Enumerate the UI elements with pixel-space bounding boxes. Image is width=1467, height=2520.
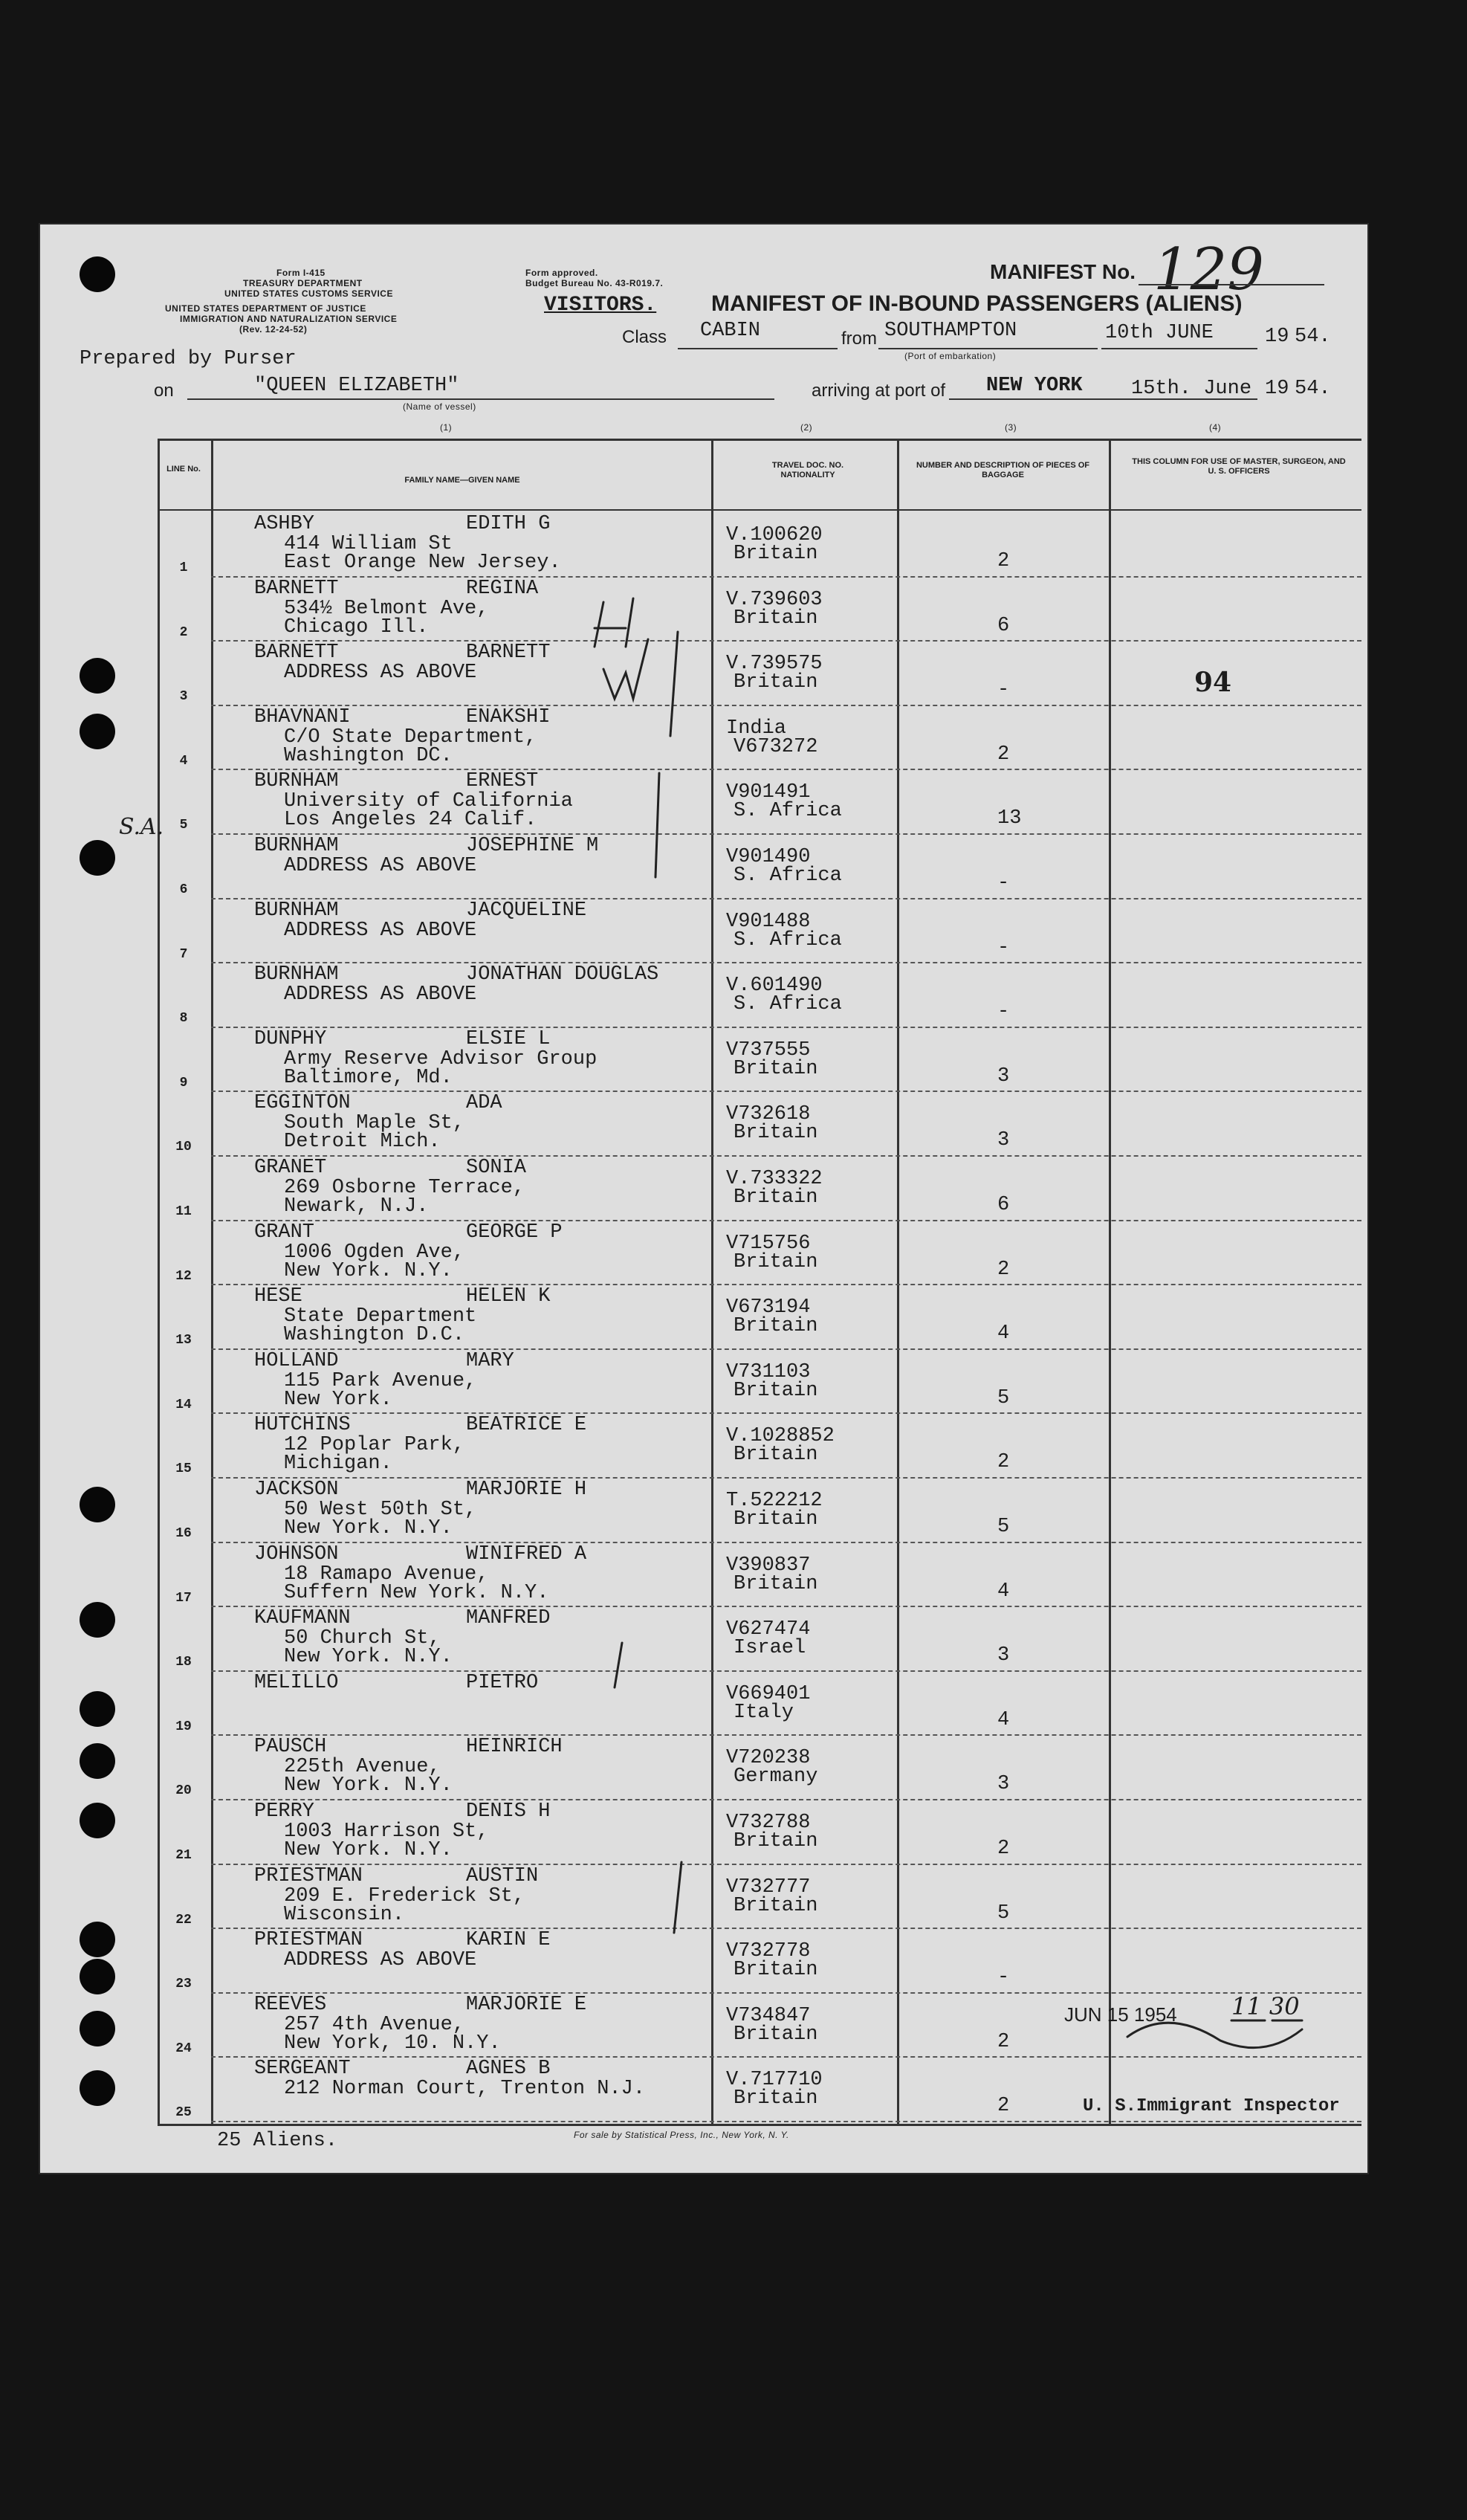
travel-doc-number: V734847 [726, 2004, 811, 2027]
line-number: 18 [175, 1655, 192, 1670]
family-name: BURNHAM [254, 899, 339, 922]
travel-doc-number: V901490 [726, 846, 811, 868]
given-name: BEATRICE E [466, 1414, 587, 1437]
family-name: BURNHAM [254, 770, 339, 793]
baggage-count: 3 [997, 1644, 1010, 1667]
address-line-1: 414 William St [284, 533, 453, 555]
given-name: ADA [466, 1092, 502, 1115]
travel-doc-number: V.601490 [726, 975, 823, 998]
travel-doc-number: V627474 [726, 1618, 811, 1641]
manifest-title: MANIFEST OF IN-BOUND PASSENGERS (ALIENS) [711, 291, 1243, 316]
address-line-2: New York. N.Y. [284, 1517, 453, 1540]
family-name: BURNHAM [254, 835, 339, 857]
given-name: JACQUELINE [466, 899, 587, 922]
nationality: Britain [734, 1508, 818, 1531]
travel-doc-number: V732618 [726, 1103, 811, 1126]
baggage-count: 2 [997, 1258, 1010, 1281]
address-line-1: 209 E. Frederick St, [284, 1884, 525, 1907]
margin-note: S.A. [119, 814, 164, 840]
baggage-count: 3 [997, 1129, 1010, 1152]
arriving-label: arriving at port of [812, 381, 946, 401]
nationality: Italy [734, 1701, 794, 1724]
given-name: BARNETT [466, 642, 551, 665]
baggage-count: 2 [997, 1838, 1010, 1860]
address-line-1: ADDRESS AS ABOVE [284, 919, 477, 942]
nationality: Britain [734, 2087, 818, 2110]
handwritten-h-mark [595, 598, 633, 647]
travel-doc-number: V669401 [726, 1682, 811, 1705]
line-number: 2 [179, 624, 188, 640]
line-number: 22 [175, 1912, 192, 1928]
given-name: REGINA [466, 577, 539, 600]
address-line-1: 1006 Ogden Ave, [284, 1241, 465, 1264]
given-name: AGNES B [466, 2058, 551, 2081]
address-line-2: Chicago Ill. [284, 616, 429, 639]
approved-line2: Budget Bureau No. 43-R019.7. [525, 278, 664, 288]
address-line-1: 50 Church St, [284, 1627, 441, 1650]
family-name: PRIESTMAN [254, 1929, 363, 1952]
travel-doc-number: V737555 [726, 1038, 811, 1062]
arrival-date: 15th. June [1131, 378, 1252, 400]
address-line-2: Suffern New York. N.Y. [284, 1581, 549, 1604]
line-number: 19 [175, 1719, 192, 1734]
nationality: Britain [734, 2023, 818, 2046]
address-line-2: Baltimore, Md. [284, 1066, 453, 1089]
address-line-1: Army Reserve Advisor Group [284, 1047, 598, 1070]
dept-treasury: TREASURY DEPARTMENT [243, 278, 363, 288]
address-line-2: Wisconsin. [284, 1903, 405, 1926]
on-label: on [154, 381, 174, 401]
dept-customs: UNITED STATES CUSTOMS SERVICE [224, 288, 393, 299]
baggage-count: 6 [997, 1194, 1010, 1216]
address-line-1: 212 Norman Court, Trenton N.J. [284, 2078, 646, 2101]
family-name: REEVES [254, 1993, 327, 2016]
family-name: KAUFMANN [254, 1607, 351, 1630]
dept-justice: UNITED STATES DEPARTMENT OF JUSTICE [165, 303, 366, 314]
address-line-2: New York. N.Y. [284, 1259, 453, 1282]
nationality: S. Africa [734, 865, 842, 887]
col-number-1: (1) [440, 422, 453, 433]
inspection-time: 11 30 [1231, 1992, 1300, 2020]
address-line-2: New York, 10. N.Y. [284, 2032, 501, 2055]
address-line-1: 257 4th Avenue, [284, 2013, 465, 2036]
baggage-count: 4 [997, 1580, 1010, 1603]
line-number: 13 [175, 1333, 192, 1348]
class-value: CABIN [700, 320, 761, 342]
family-name: GRANET [254, 1157, 327, 1179]
address-line-2: Newark, N.J. [284, 1195, 429, 1218]
given-name: ELSIE L [466, 1027, 551, 1050]
nationality: Britain [734, 1572, 818, 1595]
family-name: PAUSCH [254, 1736, 327, 1759]
given-name: MARJORIE E [466, 1993, 587, 2016]
handwritten-slash [670, 632, 678, 736]
line-number: 3 [179, 689, 188, 705]
from-label: from [841, 329, 877, 349]
travel-doc-number: V.733322 [726, 1168, 823, 1190]
travel-doc-number: V720238 [726, 1747, 811, 1770]
form-revision: (Rev. 12-24-52) [239, 324, 308, 335]
address-line-2: New York. N.Y. [284, 1646, 453, 1669]
handwritten-bracket-line [674, 1862, 681, 1933]
nationality: Britain [734, 1894, 818, 1917]
line-number: 7 [179, 946, 188, 962]
printer-note: For sale by Statistical Press, Inc., New York, N. Y. [574, 2130, 789, 2140]
address-line-1: State Department [284, 1305, 477, 1328]
line-number: 14 [175, 1397, 192, 1412]
col-header-baggage: NUMBER AND DESCRIPTION OF PIECES OF BAGGAGE [916, 461, 1090, 479]
nationality: Britain [734, 1186, 818, 1209]
family-name: BURNHAM [254, 963, 339, 986]
col-header-name: FAMILY NAME—GIVEN NAME [404, 476, 520, 485]
address-line-1: 115 Park Avenue, [284, 1369, 477, 1392]
class-label: Class [622, 327, 667, 347]
line-number: 11 [175, 1204, 192, 1219]
line-number: 4 [179, 753, 188, 769]
line-number: 6 [179, 882, 188, 897]
baggage-count: 2 [997, 2095, 1010, 2118]
given-name: MARY [466, 1349, 514, 1372]
address-line-1: University of California [284, 790, 573, 813]
line-number: 20 [175, 1783, 192, 1799]
line-number: 17 [175, 1590, 192, 1606]
depart-year: 54. [1295, 326, 1331, 348]
vessel-caption: (Name of vessel) [403, 401, 476, 412]
given-name: JOSEPHINE M [466, 835, 599, 857]
nationality: Britain [734, 543, 818, 565]
line-number: 8 [179, 1011, 188, 1027]
family-name: HUTCHINS [254, 1414, 351, 1437]
given-name: HEINRICH [466, 1736, 563, 1759]
travel-doc-number: V901491 [726, 781, 811, 804]
baggage-count: - [997, 1966, 1010, 1989]
address-line-1: ADDRESS AS ABOVE [284, 1949, 477, 1972]
travel-doc-number: V.100620 [726, 524, 823, 546]
family-name: JOHNSON [254, 1542, 339, 1566]
inspection-stamp-date: JUN 15 1954 [1064, 2003, 1177, 2026]
address-line-2: New York. N.Y. [284, 1774, 453, 1797]
address-line-2: Washington D.C. [284, 1324, 465, 1347]
address-line-1: ADDRESS AS ABOVE [284, 662, 477, 685]
line-number: 16 [175, 1526, 192, 1541]
baggage-count: - [997, 936, 1010, 959]
address-line-2: Washington DC. [284, 744, 453, 767]
col-number-4: (4) [1209, 422, 1222, 433]
manifest-page [39, 223, 1369, 2174]
address-line-1: 50 West 50th St, [284, 1499, 477, 1521]
given-name: ERNEST [466, 770, 539, 793]
given-name: WINIFRED A [466, 1542, 587, 1566]
travel-doc-number: V673194 [726, 1296, 811, 1319]
family-name: EGGINTON [254, 1092, 351, 1115]
baggage-count: 2 [997, 743, 1010, 766]
baggage-count: - [997, 872, 1010, 894]
inspector-signature [1127, 2023, 1302, 2047]
given-name: SONIA [466, 1157, 527, 1179]
given-name: ENAKSHI [466, 705, 551, 728]
baggage-count: 3 [997, 1773, 1010, 1796]
total-aliens: 25 Aliens. [217, 2130, 338, 2152]
travel-doc-number: V.739603 [726, 588, 823, 611]
col-number-3: (3) [1005, 422, 1017, 433]
family-name: DUNPHY [254, 1027, 327, 1050]
family-name: BARNETT [254, 577, 339, 600]
officer-count: 94 [1194, 667, 1232, 698]
address-line-1: 269 Osborne Terrace, [284, 1177, 525, 1199]
baggage-count: 5 [997, 1516, 1010, 1538]
baggage-count: 5 [997, 1386, 1010, 1409]
address-line-1: 534½ Belmont Ave, [284, 597, 489, 620]
given-name: GEORGE P [466, 1221, 563, 1244]
given-name: DENIS H [466, 1800, 551, 1823]
baggage-count: 4 [997, 1708, 1010, 1731]
given-name: MARJORIE H [466, 1479, 587, 1501]
address-line-2: Los Angeles 24 Calif. [284, 809, 537, 832]
handwritten-bracket-line [655, 773, 659, 877]
travel-doc-number: V731103 [726, 1360, 811, 1383]
baggage-count: 5 [997, 1902, 1010, 1925]
line-number: 23 [175, 1977, 192, 1992]
col-header-officers: THIS COLUMN FOR USE OF MASTER, SURGEON, AND U. S. OFFICERS [1132, 457, 1346, 476]
given-name: KARIN E [466, 1929, 551, 1952]
family-name: MELILLO [254, 1671, 339, 1694]
address-line-1: 1003 Harrison St, [284, 1820, 489, 1843]
form-number: Form I-415 [276, 268, 326, 278]
family-name: JACKSON [254, 1479, 339, 1501]
arrival-port: NEW YORK [986, 375, 1083, 397]
given-name: PIETRO [466, 1671, 539, 1694]
line-number: 5 [179, 818, 188, 833]
address-line-1: ADDRESS AS ABOVE [284, 855, 477, 877]
col-header-doc: TRAVEL DOC. NO. NATIONALITY [771, 461, 844, 479]
family-name: GRANT [254, 1221, 315, 1244]
address-line-1: 225th Avenue, [284, 1756, 441, 1779]
nationality: Germany [734, 1765, 818, 1789]
travel-doc-number: V715756 [726, 1232, 811, 1255]
nationality: Britain [734, 1250, 818, 1273]
nationality: Britain [734, 1057, 818, 1080]
line-number: 21 [175, 1848, 192, 1863]
family-name: SERGEANT [254, 2058, 351, 2081]
baggage-count: 4 [997, 1322, 1010, 1345]
travel-doc-number: T.522212 [726, 1490, 823, 1512]
nationality: Britain [734, 671, 818, 694]
line-number: 24 [175, 2041, 192, 2056]
address-line-2: Detroit Mich. [284, 1131, 441, 1154]
port-caption: (Port of embarkation) [904, 351, 997, 361]
baggage-count: - [997, 679, 1010, 702]
baggage-count: 2 [997, 1451, 1010, 1474]
given-name: JONATHAN DOUGLAS [466, 963, 659, 986]
travel-doc-number: V901488 [726, 910, 811, 933]
handwritten-marks [39, 223, 1369, 2174]
dept-ins: IMMIGRATION AND NATURALIZATION SERVICE [180, 314, 398, 324]
manifest-label: MANIFEST No. [990, 260, 1136, 283]
nationality: Israel [734, 1637, 806, 1660]
line-number: 9 [179, 1075, 188, 1091]
address-line-1: 18 Ramapo Avenue, [284, 1563, 489, 1586]
baggage-count: 2 [997, 2030, 1010, 2053]
nationality: Britain [734, 1444, 818, 1467]
line-number: 12 [175, 1268, 192, 1284]
travel-doc-number: V732788 [726, 1812, 811, 1834]
vessel-name: "QUEEN ELIZABETH" [254, 375, 459, 397]
given-name: AUSTIN [466, 1864, 539, 1887]
address-line-1: South Maple St, [284, 1112, 465, 1135]
baggage-count: 3 [997, 1064, 1010, 1088]
family-name: HESE [254, 1285, 302, 1308]
inspector-title: U. S.Immigrant Inspector [1083, 2096, 1340, 2116]
address-line-2: East Orange New Jersey. [284, 552, 561, 574]
arrival-year: 54. [1295, 378, 1331, 400]
handwritten-tick [615, 1643, 622, 1687]
line-number: 1 [179, 560, 188, 575]
arrival-year-prefix: 19 [1265, 378, 1289, 400]
baggage-count: 2 [997, 550, 1010, 572]
given-name: HELEN K [466, 1285, 551, 1308]
handwritten-w-mark [603, 639, 648, 699]
depart-date: 10th JUNE [1105, 322, 1214, 344]
depart-year-prefix: 19 [1265, 326, 1289, 348]
nationality: V673272 [734, 735, 818, 758]
col-number-2: (2) [800, 422, 813, 433]
family-name: HOLLAND [254, 1349, 339, 1372]
travel-doc-number: V732778 [726, 1940, 811, 1963]
given-name: MANFRED [466, 1607, 551, 1630]
family-name: ASHBY [254, 513, 315, 535]
nationality: S. Africa [734, 800, 842, 823]
nationality: Britain [734, 1122, 818, 1145]
baggage-count: 6 [997, 614, 1010, 637]
line-number: 10 [175, 1140, 192, 1155]
given-name: EDITH G [466, 513, 551, 535]
address-line-2: New York. N.Y. [284, 1839, 453, 1861]
nationality: Britain [734, 1379, 818, 1402]
travel-doc-number: V732777 [726, 1876, 811, 1899]
travel-doc-number: V.717710 [726, 2069, 823, 2092]
nationality: S. Africa [734, 993, 842, 1016]
travel-doc-number: V390837 [726, 1554, 811, 1577]
family-name: BARNETT [254, 642, 339, 665]
approved-line1: Form approved. [525, 268, 598, 278]
nationality: S. Africa [734, 928, 842, 952]
travel-doc-number: V.1028852 [726, 1425, 835, 1448]
from-value: SOUTHAMPTON [884, 320, 1017, 342]
address-line-2: Michigan. [284, 1453, 392, 1476]
nationality: Britain [734, 1315, 818, 1338]
address-line-1: 12 Poplar Park, [284, 1434, 465, 1457]
family-name: BHAVNANI [254, 705, 351, 728]
address-line-2: New York. [284, 1388, 392, 1411]
baggage-count: 13 [997, 807, 1022, 830]
nationality: Britain [734, 607, 818, 630]
family-name: PERRY [254, 1800, 315, 1823]
travel-doc-number: V.739575 [726, 653, 823, 676]
prepared-by: Prepared by Purser [80, 348, 297, 370]
address-line-1: ADDRESS AS ABOVE [284, 983, 477, 1007]
travel-doc-number: India [726, 717, 787, 740]
baggage-count: - [997, 1001, 1010, 1024]
line-number: 15 [175, 1461, 192, 1477]
address-line-1: C/O State Department, [284, 726, 537, 749]
nationality: Britain [734, 1830, 818, 1852]
line-number: 25 [175, 2105, 192, 2121]
nationality: Britain [734, 1959, 818, 1982]
manifest-number: 129 [1153, 236, 1264, 303]
col-header-line: LINE No. [166, 465, 201, 474]
visitors-label: VISITORS. [544, 294, 657, 317]
family-name: PRIESTMAN [254, 1864, 363, 1887]
